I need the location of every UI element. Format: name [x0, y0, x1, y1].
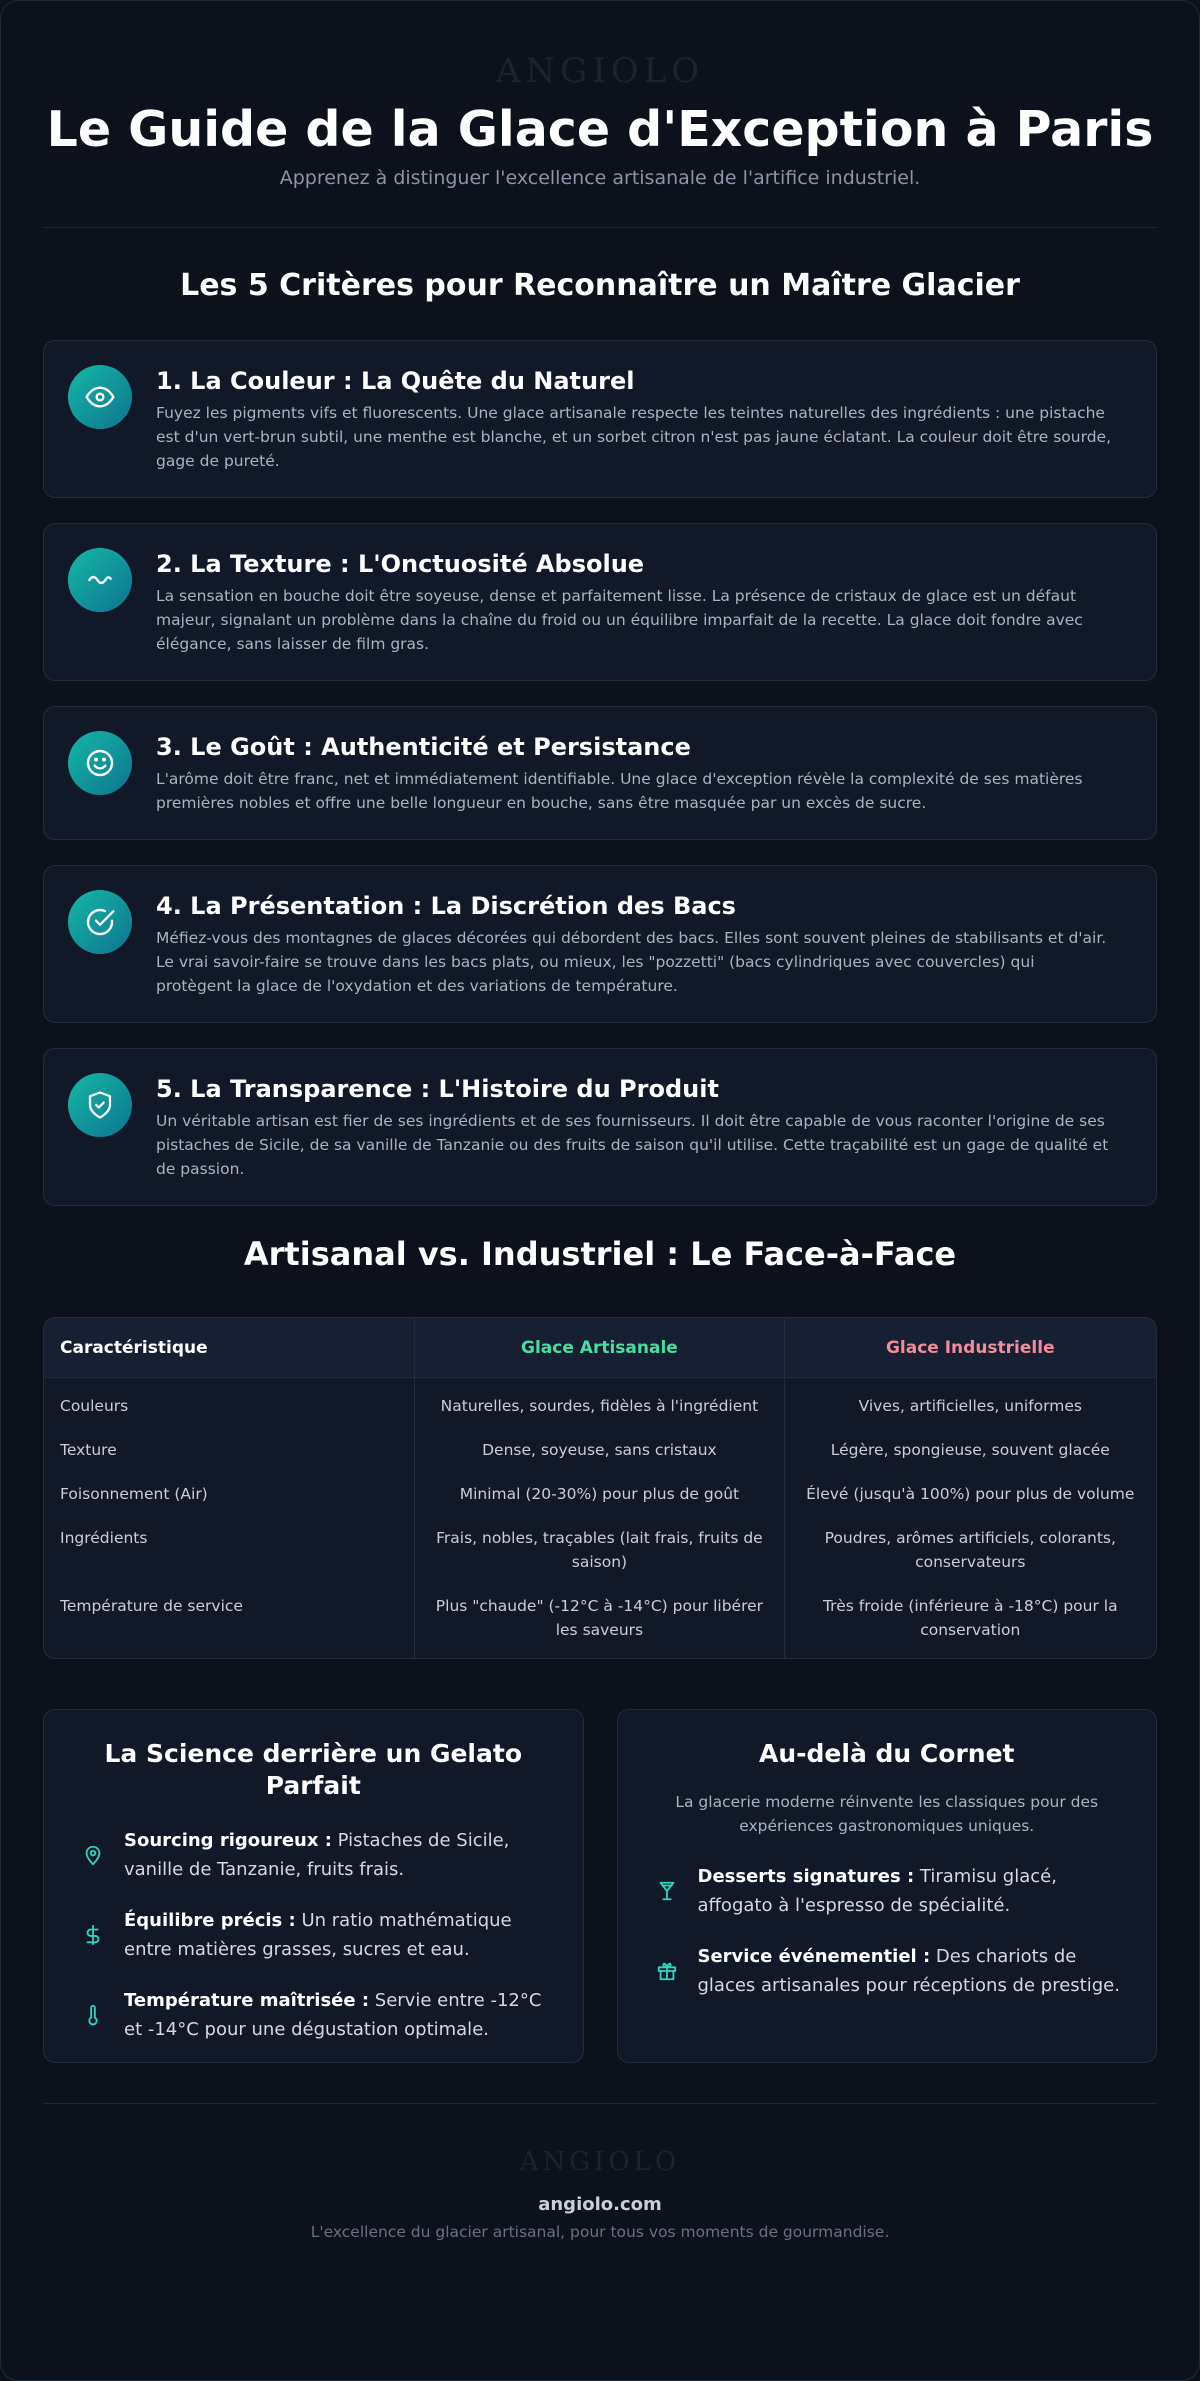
table-row — [44, 1472, 1156, 1516]
cocktail-glass-icon — [652, 1876, 682, 1906]
table-row — [44, 1516, 1156, 1584]
table-cell: Couleurs — [60, 1397, 129, 1415]
feature-text — [124, 1986, 553, 2044]
table-cell: Naturelles, sourdes, fidèles à l'ingrédient — [414, 1378, 784, 1428]
feature-label: Service événementiel : — [697, 1946, 931, 1967]
table-cell: Minimal (20-30%) pour plus de goût — [414, 1472, 784, 1516]
feature-text — [124, 1906, 553, 1964]
feature-item — [648, 1942, 1127, 2000]
criteria-list — [43, 340, 1157, 1206]
table-cell: Température de service — [60, 1597, 243, 1615]
beyond-title: Au-delà du Cornet — [759, 1739, 1015, 1768]
table-row — [44, 1428, 1156, 1472]
gift-icon — [652, 1956, 682, 1986]
criterion-title: 5. La Transparence : L'Histoire du Produit — [156, 1075, 719, 1103]
table-row — [44, 1584, 1156, 1658]
table-cell: Légère, spongieuse, souvent glacée — [830, 1441, 1110, 1459]
criterion-text: Méfiez-vous des montagnes de glaces décorées qui débordent des bacs. Elles sont souvent pleines de stabilisants et d'air. Le vrai savoir-faire se trouve dans les bacs plats, ou mieux, les "pozzetti" (bacs cylindriques avec couvercles) qui protègent la glace de l'oxydation et des variations de température. — [156, 929, 1107, 995]
feature-item — [74, 1906, 553, 1964]
feature-description: Servie entre -12°C et -14°C pour une dégustation optimale. — [124, 1990, 542, 2040]
criterion-text: Un véritable artisan est fier de ses ingrédients et de ses fournisseurs. Il doit être capable de vous raconter l'origine de ses pistaches de Sicile, de sa vanille de Tanzanie ou des fruits de saison qu'il utilise. Cette traçabilité est un gage de qualité et de passion. — [156, 1112, 1109, 1178]
table-header-row — [44, 1318, 1156, 1378]
beyond-intro: La glacerie moderne réinvente les classiques pour des expériences gastronomiques uniques. — [675, 1793, 1099, 1835]
footer-tagline: L'excellence du glacier artisanal, pour tous vos moments de gourmandise. — [310, 2223, 890, 2241]
feature-item — [74, 1826, 553, 1884]
smile-icon — [68, 731, 132, 795]
criterion-title: 4. La Présentation : La Discrétion des Bacs — [156, 892, 736, 920]
criterion-title: 2. La Texture : L'Onctuosité Absolue — [156, 550, 645, 578]
table-cell: Frais, nobles, traçables (lait frais, fruits de saison) — [414, 1516, 784, 1584]
criterion-card-taste — [43, 706, 1157, 840]
table-cell: Poudres, arômes artificiels, colorants, conservateurs — [824, 1529, 1116, 1571]
criterion-card-transparency — [43, 1048, 1157, 1206]
column-header-artisanal: Glace Artisanale — [414, 1318, 784, 1378]
table-cell: Élevé (jusqu'à 100%) pour plus de volume — [806, 1485, 1135, 1503]
beyond-panel — [617, 1709, 1158, 2063]
table-cell: Vives, artificielles, uniformes — [858, 1397, 1082, 1415]
criterion-card-color — [43, 340, 1157, 498]
divider — [43, 2103, 1157, 2104]
dollar-icon — [78, 1920, 108, 1950]
brand-logo[interactable]: ANGIOLO — [495, 51, 705, 91]
feature-label: Desserts signatures : — [697, 1866, 915, 1887]
divider — [43, 227, 1157, 228]
table-cell: Dense, soyeuse, sans cristaux — [414, 1428, 784, 1472]
table-row — [44, 1378, 1156, 1428]
footer-site-link[interactable]: angiolo.com — [538, 2194, 662, 2215]
feature-description: Un ratio mathématique entre matières grasses, sucres et eau. — [124, 1910, 512, 1960]
feature-item — [648, 1862, 1127, 1920]
footer-logo[interactable]: ANGIOLO — [519, 2147, 681, 2177]
feature-text — [698, 1862, 1127, 1920]
feature-description: Tiramisu glacé, affogato à l'espresso de spécialité. — [697, 1866, 1057, 1916]
feature-label: Équilibre précis : — [124, 1910, 296, 1931]
wave-icon — [68, 548, 132, 612]
criterion-text: Fuyez les pigments vifs et fluorescents. Une glace artisanale respecte les teintes naturelles des ingrédients : une pistache est d'un vert-brun subtil, une menthe est blanche, et un sorbet citron n'est pas jaune éclatant. La couleur doit être sourde, gage de pureté. — [156, 404, 1111, 470]
criterion-card-texture — [43, 523, 1157, 681]
feature-item — [74, 1986, 553, 2044]
shield-check-icon — [68, 1073, 132, 1137]
table-cell: Plus "chaude" (-12°C à -14°C) pour libérer les saveurs — [414, 1584, 784, 1658]
feature-text — [698, 1942, 1127, 2000]
feature-label: Température maîtrisée : — [124, 1990, 370, 2011]
page-subtitle: Apprenez à distinguer l'excellence artisanale de l'artifice industriel. — [279, 167, 921, 189]
criterion-text: La sensation en bouche doit être soyeuse, dense et parfaitement lisse. La présence de cristaux de glace est un défaut majeur, signalant un problème dans la chaîne du froid ou un équilibre imparfait de la recette. La glace doit fondre avec élégance, sans laisser de film gras. — [156, 587, 1083, 653]
feature-text — [124, 1826, 553, 1884]
science-panel — [43, 1709, 584, 2063]
criteria-section-title: Les 5 Critères pour Reconnaître un Maître Glacier — [180, 268, 1020, 303]
science-title: La Science derrière un Gelato Parfait — [104, 1739, 522, 1800]
table-cell: Très froide (inférieure à -18°C) pour la conservation — [822, 1597, 1118, 1639]
feature-description: Des chariots de glaces artisanales pour réceptions de prestige. — [697, 1946, 1120, 1996]
info-panels — [43, 1709, 1157, 2063]
check-circle-icon — [68, 890, 132, 954]
table-cell: Foisonnement (Air) — [60, 1485, 208, 1503]
comparison-table — [43, 1317, 1157, 1659]
criterion-title: 1. La Couleur : La Quête du Naturel — [156, 367, 635, 395]
table-cell: Ingrédients — [60, 1529, 148, 1547]
feature-label: Sourcing rigoureux : — [124, 1830, 332, 1851]
criterion-title: 3. Le Goût : Authenticité et Persistance — [156, 733, 691, 761]
feature-description: Pistaches de Sicile, vanille de Tanzanie, fruits frais. — [124, 1830, 510, 1880]
column-header: Caractéristique — [44, 1318, 414, 1378]
comparison-section-title: Artisanal vs. Industriel : Le Face-à-Face — [243, 1235, 957, 1273]
page-title: Le Guide de la Glace d'Exception à Paris — [46, 101, 1154, 158]
table-cell: Texture — [60, 1441, 117, 1459]
criterion-card-presentation — [43, 865, 1157, 1023]
criterion-text: L'arôme doit être franc, net et immédiatement identifiable. Une glace d'exception révèle la complexité de ses matières premières nobles et offre une belle longueur en bouche, sans être masquée par un excès de sucre. — [156, 770, 1083, 812]
location-pin-icon — [78, 1840, 108, 1870]
eye-icon — [68, 365, 132, 429]
thermometer-icon — [78, 2000, 108, 2030]
column-header-industrial: Glace Industrielle — [785, 1318, 1156, 1378]
